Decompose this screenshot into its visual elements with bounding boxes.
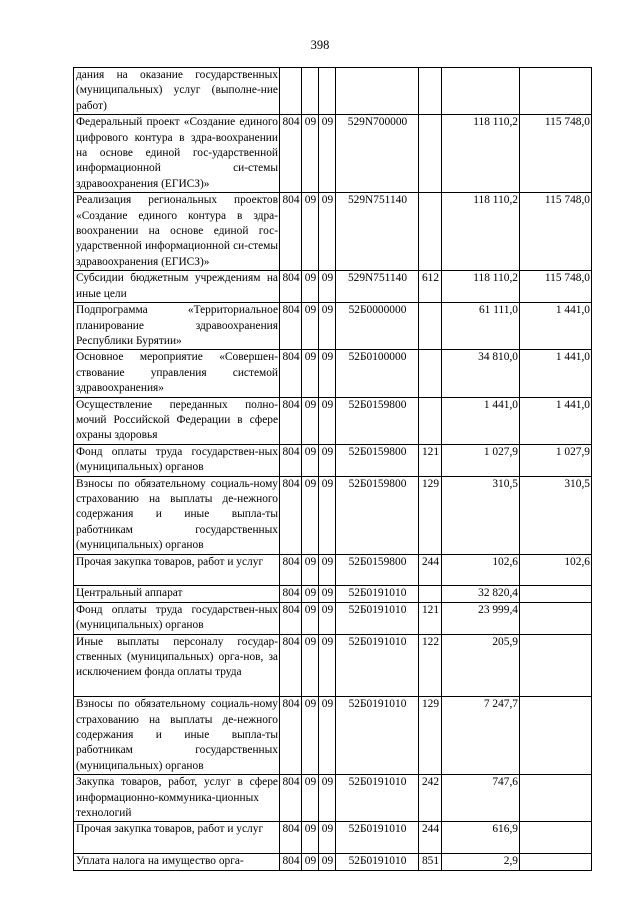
section-code-cell: 09 (302, 115, 319, 193)
item-name-cell: Закупка товаров, работ, услуг в сфере информационно-коммуника-ционных технологий (74, 775, 280, 822)
ministry-code-cell: 804 (280, 775, 302, 822)
amount-year1-cell: 118 110,2 (442, 193, 520, 271)
amount-year1-cell (442, 68, 520, 115)
item-name-cell: Реализация региональных проектов «Создание единого контура в здра-воохранении на основе единой гос-ударственной информационной си-стемы здравоохранения (ЕГИСЗ)» (74, 193, 280, 271)
expense-type-cell (419, 193, 442, 271)
item-name-cell: Иные выплаты персоналу государ-ственных (муниципальных) орга-нов, за исключением фонда оплаты труда (74, 634, 280, 697)
table-row (74, 397, 592, 444)
section-code-cell: 09 (302, 554, 319, 586)
item-name-cell: Основное мероприятие «Совершен-ствование управления системой здравоохранения» (74, 350, 280, 397)
section-code-cell: 09 (302, 303, 319, 350)
item-name-cell: Уплата налога на имущество орга- (74, 854, 280, 870)
budget-table-body (74, 68, 592, 871)
amount-year2-cell: 115 748,0 (520, 115, 592, 193)
subsection-code-cell: 09 (319, 350, 336, 397)
table-row (74, 775, 592, 822)
item-name-cell: Центральный аппарат (74, 586, 280, 602)
item-name-cell: Фонд оплаты труда государствен-ных (муниципальных) органов (74, 444, 280, 476)
section-code-cell: 09 (302, 775, 319, 822)
section-code-cell: 09 (302, 634, 319, 697)
amount-year2-cell: 1 441,0 (520, 303, 592, 350)
expense-type-cell: 851 (419, 854, 442, 870)
target-article-cell: 52Б0159800 (336, 397, 419, 444)
target-article-cell: 52Б0191010 (336, 586, 419, 602)
amount-year2-cell (520, 68, 592, 115)
table-row (74, 350, 592, 397)
amount-year1-cell: 616,9 (442, 822, 520, 854)
subsection-code-cell: 09 (319, 193, 336, 271)
amount-year1-cell: 1 441,0 (442, 397, 520, 444)
expense-type-cell: 244 (419, 822, 442, 854)
section-code-cell: 09 (302, 271, 319, 303)
amount-year1-cell: 1 027,9 (442, 444, 520, 476)
ministry-code-cell: 804 (280, 115, 302, 193)
ministry-code-cell: 804 (280, 586, 302, 602)
ministry-code-cell: 804 (280, 444, 302, 476)
ministry-code-cell (280, 68, 302, 115)
subsection-code-cell: 09 (319, 271, 336, 303)
item-name-cell: Прочая закупка товаров, работ и услуг (74, 822, 280, 854)
target-article-cell: 529N751140 (336, 193, 419, 271)
table-row (74, 271, 592, 303)
subsection-code-cell: 09 (319, 854, 336, 870)
budget-table (73, 67, 592, 871)
table-row (74, 586, 592, 602)
item-name-cell: Прочая закупка товаров, работ и услуг (74, 554, 280, 586)
amount-year1-cell: 7 247,7 (442, 697, 520, 775)
item-name-cell: дания на оказание государственных (муниципальных) услуг (выполне-ние работ) (74, 68, 280, 115)
subsection-code-cell: 09 (319, 586, 336, 602)
amount-year2-cell: 102,6 (520, 554, 592, 586)
target-article-cell (336, 68, 419, 115)
target-article-cell: 52Б0159800 (336, 476, 419, 554)
section-code-cell: 09 (302, 476, 319, 554)
expense-type-cell (419, 586, 442, 602)
target-article-cell: 529N751140 (336, 271, 419, 303)
ministry-code-cell: 804 (280, 303, 302, 350)
amount-year2-cell (520, 586, 592, 602)
ministry-code-cell: 804 (280, 554, 302, 586)
amount-year1-cell: 32 820,4 (442, 586, 520, 602)
expense-type-cell (419, 397, 442, 444)
amount-year2-cell (520, 602, 592, 634)
amount-year2-cell: 115 748,0 (520, 193, 592, 271)
table-row (74, 68, 592, 115)
amount-year1-cell: 118 110,2 (442, 271, 520, 303)
page-number: 398 (310, 38, 330, 52)
expense-type-cell (419, 68, 442, 115)
ministry-code-cell: 804 (280, 193, 302, 271)
subsection-code-cell: 09 (319, 554, 336, 586)
table-row (74, 822, 592, 854)
item-name-cell: Взносы по обязательному социаль-ному страхованию на выплаты де-нежного содержания и иные выпла-ты работникам государственных (муниципальных) органов (74, 476, 280, 554)
subsection-code-cell: 09 (319, 602, 336, 634)
amount-year1-cell: 102,6 (442, 554, 520, 586)
amount-year1-cell: 205,9 (442, 634, 520, 697)
ministry-code-cell: 804 (280, 271, 302, 303)
expense-type-cell: 121 (419, 444, 442, 476)
item-name-cell: Федеральный проект «Создание единого цифрового контура в здра-воохранении на основе единой гос-ударственной информационной си-стемы здравоохранения (ЕГИСЗ)» (74, 115, 280, 193)
section-code-cell: 09 (302, 444, 319, 476)
table-row (74, 476, 592, 554)
subsection-code-cell: 09 (319, 775, 336, 822)
amount-year1-cell: 23 999,4 (442, 602, 520, 634)
ministry-code-cell: 804 (280, 634, 302, 697)
table-row (74, 193, 592, 271)
ministry-code-cell: 804 (280, 822, 302, 854)
target-article-cell: 52Б0191010 (336, 634, 419, 697)
expense-type-cell (419, 115, 442, 193)
target-article-cell: 529N700000 (336, 115, 419, 193)
section-code-cell (302, 68, 319, 115)
table-row (74, 554, 592, 586)
section-code-cell: 09 (302, 397, 319, 444)
amount-year2-cell (520, 634, 592, 697)
section-code-cell: 09 (302, 350, 319, 397)
target-article-cell: 52Б0191010 (336, 697, 419, 775)
amount-year2-cell: 1 027,9 (520, 444, 592, 476)
ministry-code-cell: 804 (280, 397, 302, 444)
subsection-code-cell: 09 (319, 697, 336, 775)
subsection-code-cell: 09 (319, 444, 336, 476)
target-article-cell: 52Б0191010 (336, 775, 419, 822)
ministry-code-cell: 804 (280, 350, 302, 397)
expense-type-cell: 129 (419, 476, 442, 554)
target-article-cell: 52Б0100000 (336, 350, 419, 397)
subsection-code-cell: 09 (319, 476, 336, 554)
expense-type-cell: 122 (419, 634, 442, 697)
amount-year1-cell: 34 810,0 (442, 350, 520, 397)
subsection-code-cell (319, 68, 336, 115)
item-name-cell: Фонд оплаты труда государствен-ных (муниципальных) органов (74, 602, 280, 634)
expense-type-cell (419, 303, 442, 350)
amount-year2-cell (520, 854, 592, 870)
section-code-cell: 09 (302, 602, 319, 634)
amount-year2-cell (520, 775, 592, 822)
subsection-code-cell: 09 (319, 397, 336, 444)
subsection-code-cell: 09 (319, 822, 336, 854)
table-row (74, 602, 592, 634)
item-name-cell: Осуществление переданных полно-мочий Российской Федерации в сфере охраны здоровья (74, 397, 280, 444)
amount-year2-cell: 115 748,0 (520, 271, 592, 303)
ministry-code-cell: 804 (280, 476, 302, 554)
target-article-cell: 52Б0159800 (336, 444, 419, 476)
target-article-cell: 52Б0000000 (336, 303, 419, 350)
amount-year1-cell: 118 110,2 (442, 115, 520, 193)
expense-type-cell: 244 (419, 554, 442, 586)
ministry-code-cell: 804 (280, 602, 302, 634)
expense-type-cell: 129 (419, 697, 442, 775)
table-row (74, 854, 592, 870)
amount-year1-cell: 310,5 (442, 476, 520, 554)
amount-year2-cell (520, 697, 592, 775)
target-article-cell: 52Б0191010 (336, 602, 419, 634)
expense-type-cell (419, 350, 442, 397)
section-code-cell: 09 (302, 697, 319, 775)
section-code-cell: 09 (302, 586, 319, 602)
amount-year2-cell (520, 822, 592, 854)
amount-year1-cell: 61 111,0 (442, 303, 520, 350)
expense-type-cell: 242 (419, 775, 442, 822)
ministry-code-cell: 804 (280, 697, 302, 775)
subsection-code-cell: 09 (319, 634, 336, 697)
target-article-cell: 52Б0159800 (336, 554, 419, 586)
amount-year1-cell: 2,9 (442, 854, 520, 870)
section-code-cell: 09 (302, 193, 319, 271)
target-article-cell: 52Б0191010 (336, 822, 419, 854)
item-name-cell: Взносы по обязательному социаль-ному страхованию на выплаты де-нежного содержания и иные выпла-ты работникам государственных (муниципальных) органов (74, 697, 280, 775)
subsection-code-cell: 09 (319, 303, 336, 350)
item-name-cell: Субсидии бюджетным учреждениям на иные цели (74, 271, 280, 303)
table-row (74, 115, 592, 193)
amount-year2-cell: 1 441,0 (520, 397, 592, 444)
subsection-code-cell: 09 (319, 115, 336, 193)
table-row (74, 697, 592, 775)
amount-year1-cell: 747,6 (442, 775, 520, 822)
table-row (74, 634, 592, 697)
table-row (74, 444, 592, 476)
item-name-cell: Подпрограмма «Территориальное планирование здравоохранения Республики Бурятии» (74, 303, 280, 350)
table-row (74, 303, 592, 350)
amount-year2-cell: 1 441,0 (520, 350, 592, 397)
ministry-code-cell: 804 (280, 854, 302, 870)
section-code-cell: 09 (302, 822, 319, 854)
expense-type-cell: 612 (419, 271, 442, 303)
section-code-cell: 09 (302, 854, 319, 870)
expense-type-cell: 121 (419, 602, 442, 634)
target-article-cell: 52Б0191010 (336, 854, 419, 870)
amount-year2-cell: 310,5 (520, 476, 592, 554)
